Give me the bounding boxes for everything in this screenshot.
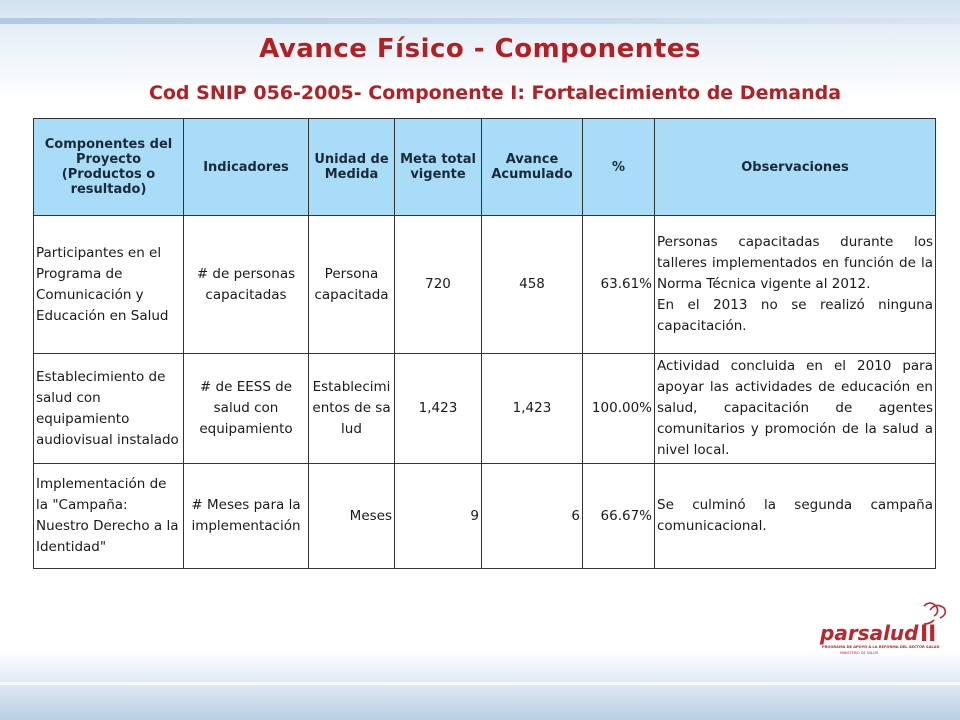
cell-observaciones — [655, 354, 936, 464]
observation-text: En el 2013 no se realizó ninguna capacitación. — [657, 297, 933, 334]
cell-avance: 458 — [482, 216, 583, 354]
progress-table — [33, 118, 936, 569]
table-row — [34, 216, 936, 354]
header-meta: Meta total vigente — [395, 119, 482, 216]
cell-meta: 9 — [395, 464, 482, 569]
cell-meta: 720 — [395, 216, 482, 354]
cell-observaciones — [655, 464, 936, 569]
cell-indicador: # Meses para la implementación — [184, 464, 309, 569]
slide-subtitle: Cod SNIP 056-2005- Componente I: Fortalecimiento de Demanda — [148, 82, 842, 104]
header-indicadores: Indicadores — [184, 119, 309, 216]
parsalud-logo — [812, 600, 958, 656]
observation-text: Actividad concluida en el 2010 para apoyar las actividades de educación en salud, capacitación de agentes comunitarios y promoción de la salud a nivel local. — [657, 358, 933, 458]
cell-meta: 1,423 — [395, 354, 482, 464]
table-row — [34, 464, 936, 569]
header-avance: Avance Acumulado — [482, 119, 583, 216]
slide-title: Avance Físico - Componentes — [259, 34, 701, 64]
header-porcentaje: % — [583, 119, 655, 216]
cell-observaciones — [655, 216, 936, 354]
logo-suffix: II — [920, 622, 937, 647]
table-row — [34, 354, 936, 464]
cell-componente: Implementación de la "Campaña: Nuestro Derecho a la Identidad" — [34, 464, 184, 569]
cell-avance: 6 — [482, 464, 583, 569]
bottom-decorative-band — [0, 652, 960, 720]
logo-wordmark: parsalud — [820, 621, 919, 645]
cell-porcentaje: 66.67% — [583, 464, 655, 569]
cell-unidad: Establecimientos de salud — [309, 354, 395, 464]
logo-sub-tagline: MINISTERIO DE SALUD — [840, 651, 879, 655]
cell-componente: Establecimiento de salud con equipamiento audiovisual instalado — [34, 354, 184, 464]
cell-avance: 1,423 — [482, 354, 583, 464]
observation-text: Se culminó la segunda campaña comunicacional. — [657, 497, 933, 534]
cell-unidad: Meses — [309, 464, 395, 569]
table-header-row — [34, 119, 936, 216]
cell-indicador: # de personas capacitadas — [184, 216, 309, 354]
logo-tagline: PROGRAMA DE APOYO A LA REFORMA DEL SECTOR SALUD — [822, 645, 940, 649]
header-unidad: Unidad de Medida — [309, 119, 395, 216]
cell-indicador: # de EESS de salud con equipamiento — [184, 354, 309, 464]
cell-porcentaje: 63.61% — [583, 216, 655, 354]
cell-unidad: Persona capacitada — [309, 216, 395, 354]
header-observaciones: Observaciones — [655, 119, 936, 216]
cell-componente: Participantes en el Programa de Comunicación y Educación en Salud — [34, 216, 184, 354]
header-componentes: Componentes del Proyecto (Productos o resultado) — [34, 119, 184, 216]
observation-text: Personas capacitadas durante los talleres implementados en función de la Norma Técnica vigente al 2012. — [657, 234, 933, 292]
cell-porcentaje: 100.00% — [583, 354, 655, 464]
